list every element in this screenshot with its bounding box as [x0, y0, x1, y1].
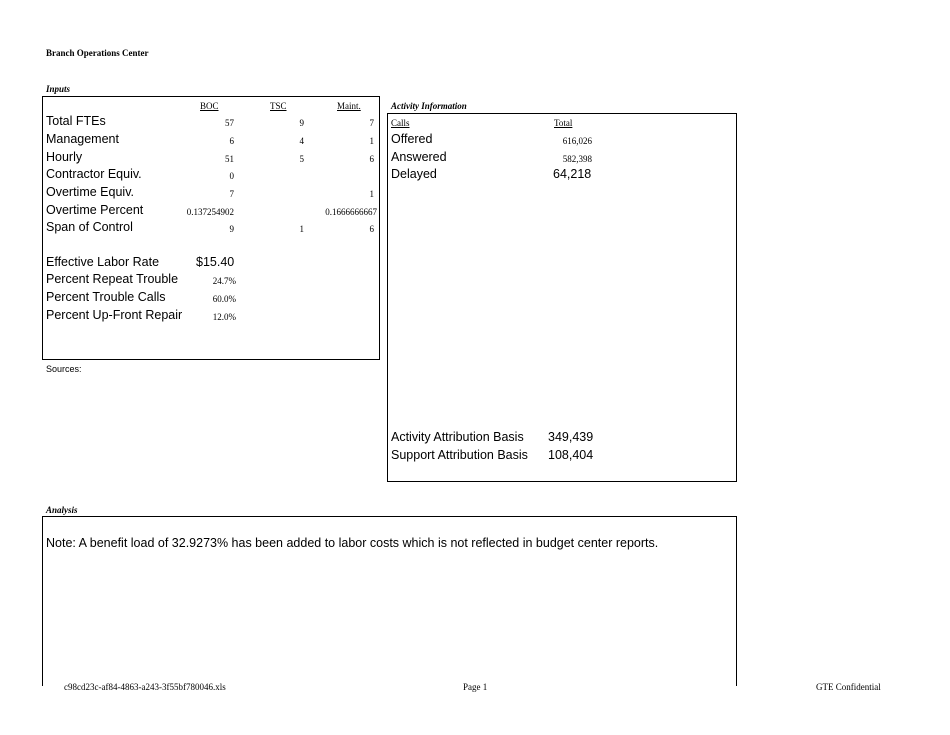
analysis-note: Note: A benefit load of 32.9273% has been added to labor costs which is not reflected in budget center reports.	[46, 536, 659, 550]
rate-label: Percent Trouble Calls	[46, 290, 166, 304]
col-header-maint: Maint.	[337, 101, 361, 111]
rate-value: $15.40	[196, 255, 235, 269]
col-header-tsc: TSC	[270, 101, 287, 111]
row-label: Overtime Equiv.	[46, 185, 134, 199]
cell-tsc: 5	[299, 154, 304, 164]
row-label: Overtime Percent	[46, 203, 144, 217]
cell-tsc: 1	[299, 224, 304, 234]
rate-value: 60.0%	[212, 294, 236, 304]
col-header-total: Total	[554, 118, 573, 128]
basis-value: 349,439	[548, 430, 594, 444]
activity-label: Delayed	[391, 167, 437, 181]
activity-value: 616,026	[562, 136, 592, 146]
row-label: Hourly	[46, 150, 83, 164]
footer-confidential: GTE Confidential	[816, 682, 881, 692]
col-header-boc: BOC	[200, 101, 219, 111]
rate-label: Percent Up-Front Repair	[46, 308, 183, 322]
cell-boc: 51	[225, 154, 234, 164]
cell-maint: 6	[369, 154, 374, 164]
analysis-section-label: Analysis	[46, 505, 78, 515]
activity-label: Offered	[391, 132, 433, 146]
cell-boc: 57	[225, 118, 234, 128]
cell-boc: 0.137254902	[186, 207, 234, 217]
cell-boc: 7	[229, 189, 234, 199]
cell-maint: 7	[369, 118, 374, 128]
cell-maint: 0.1666666667	[325, 207, 377, 217]
cell-boc: 9	[229, 224, 234, 234]
row-label: Total FTEs	[46, 114, 106, 128]
cell-tsc: 4	[299, 136, 304, 146]
activity-label: Answered	[391, 150, 447, 164]
rate-value: 12.0%	[212, 312, 236, 322]
page-title: Branch Operations Center	[46, 48, 149, 58]
activity-section-label: Activity Information	[391, 101, 467, 111]
cell-maint: 6	[369, 224, 374, 234]
row-label: Management	[46, 132, 119, 146]
cell-tsc: 9	[299, 118, 304, 128]
activity-value: 582,398	[562, 154, 592, 164]
row-label: Span of Control	[46, 220, 133, 234]
basis-value: 108,404	[548, 448, 594, 462]
col-header-calls: Calls	[391, 118, 410, 128]
rate-label: Percent Repeat Trouble	[46, 272, 179, 286]
basis-label: Support Attribution Basis	[391, 448, 528, 462]
cell-maint: 1	[369, 136, 374, 146]
inputs-section-label: Inputs	[46, 84, 71, 94]
cell-maint: 1	[369, 189, 374, 199]
rate-value: 24.7%	[212, 276, 236, 286]
footer-filename: c98cd23c-af84-4863-a243-3f55bf780046.xls	[64, 682, 226, 692]
activity-value: 64,218	[553, 167, 592, 181]
rate-label: Effective Labor Rate	[46, 255, 160, 269]
sources-label: Sources:	[46, 364, 82, 374]
row-label: Contractor Equiv.	[46, 167, 142, 181]
basis-label: Activity Attribution Basis	[391, 430, 524, 444]
footer-page: Page 1	[463, 682, 488, 692]
cell-boc: 6	[229, 136, 234, 146]
cell-boc: 0	[229, 171, 234, 181]
